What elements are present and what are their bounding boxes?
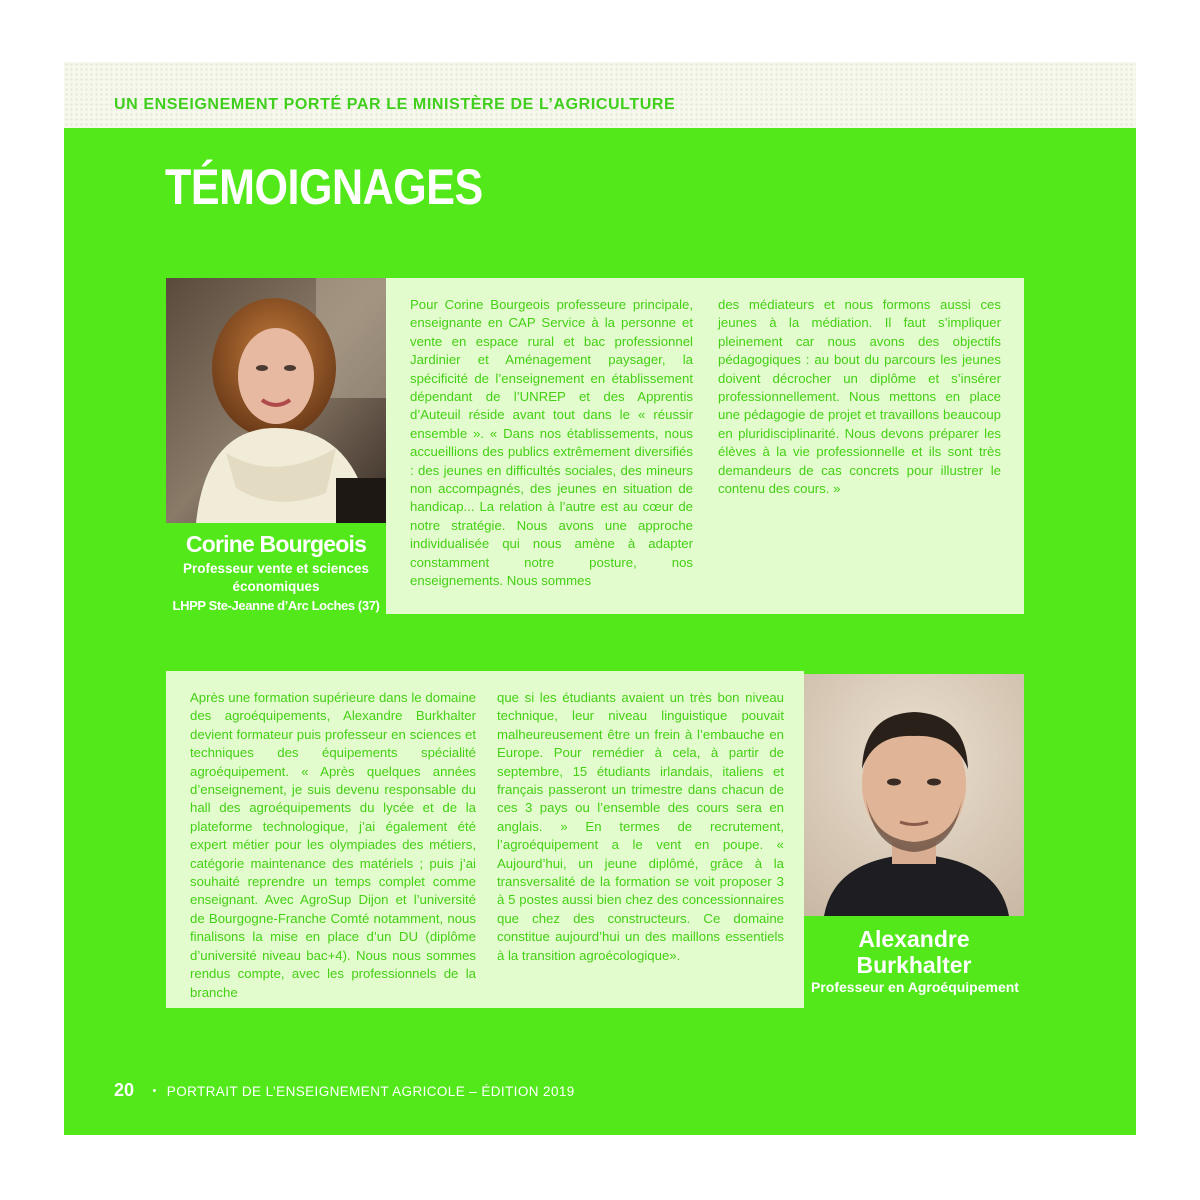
testimonial-2-name-line2: Burkhalter	[856, 952, 972, 978]
testimonial-2-name-line1: Alexandre	[858, 926, 970, 952]
alexandre-burkhalter-photo	[804, 674, 1024, 916]
portrait-photo-icon	[804, 674, 1024, 916]
section-title: UN ENSEIGNEMENT PORTÉ PAR LE MINISTÈRE DE L’AGRICULTURE	[114, 96, 676, 113]
header-band	[64, 62, 1136, 128]
testimonial-1-institution: LHPP Ste-Jeanne d’Arc Loches (37)	[172, 598, 380, 613]
testimonial-2-role: Professeur en Agroéquipement	[811, 979, 1019, 995]
page-number: 20	[114, 1080, 135, 1100]
portrait-photo-icon	[166, 278, 386, 523]
footer	[114, 1080, 575, 1101]
publication-title: PORTRAIT DE L’ENSEIGNEMENT AGRICOLE – ÉDITION 2019	[166, 1084, 575, 1099]
corine-bourgeois-photo	[166, 278, 386, 523]
testimonial-1-role: Professeur vente et sciences économiques	[182, 561, 370, 594]
page-title: TÉMOIGNAGES	[165, 159, 483, 215]
footer-bullet: •	[152, 1085, 157, 1097]
testimonial-1-text-col1: Pour Corine Bourgeois professeure principale, enseignante en CAP Service à la personne et vente en espace rural et bac professionnel Jardinier et Aménagement paysager, la spécificité de l’enseignement en établissement dépendant de l’UNREP et des Apprentis d’Auteuil réside avant tout dans le « réussir ensemble ». « Dans nos établissements, nous accueillions des publics extrêmement diversifiés : des jeunes en difficultés sociales, des mineurs non accompagnés, des jeunes en situation de handicap... La relation à l’autre est au cœur de notre stratégie. Nous avons une approche individualisée qui nous amène à adapter constamment notre posture, nos enseignements. Nous sommes	[410, 297, 693, 589]
testimonial-2-text-col1: Après une formation supérieure dans le domaine des agroéquipements, Alexandre Burkhalter devient formateur puis professeur en sciences et techniques des équipements spécialité agroéquipement. « Après quelques années d’enseignement, je suis devenu responsable du hall des agroéquipements du lycée et de la plateforme technologique, j’ai également été expert métier pour les olympiades des métiers, catégorie maintenance des matériels ; puis j’ai souhaité reprendre un temps complet comme enseignant. Avec AgroSup Dijon et l’université de Bourgogne-Franche Comté notamment, nous finalisons la mise en place d’un DU (diplôme d’université niveau bac+4). Nous nous sommes rendus compte, avec les professionnels de la branche	[190, 690, 476, 1000]
testimonial-1-name: Corine Bourgeois	[185, 531, 367, 557]
testimonial-2-text-col2: que si les étudiants avaient un très bon niveau technique, leur niveau linguistique pouvait malheureusement être un frein à l’embauche en Europe. Pour remédier à cela, à partir de septembre, 15 étudiants irlandais, italiens et français passeront un trimestre dans chacun de ces 3 pays ou l’ensemble des cours sera en anglais. » En termes de recrutement, l’agroéquipement a le vent en poupe. « Aujourd’hui, un jeune diplômé, grâce à la transversalité de la formation se voit proposer 3 à 5 postes aussi bien chez des concessionnaires que chez des constructeurs. Ce domaine constitue aujourd’hui un des maillons essentiels à la transition agroécologique».	[497, 690, 784, 963]
testimonial-1-text-col2: des médiateurs et nous formons aussi ces jeunes à la médiation. Il faut s’impliquer pleinement car nous avons des objectifs pédagogiques : au bout du parcours les jeunes doivent décrocher un diplôme et s’insérer professionnellement. Nous mettons en place une pédagogie de projet et travaillons beaucoup en pluridisciplinarité. Nous devons préparer les élèves à la vie professionnelle et ils sont très demandeurs de cas concrets pour illustrer le contenu des cours. »	[718, 297, 1001, 497]
